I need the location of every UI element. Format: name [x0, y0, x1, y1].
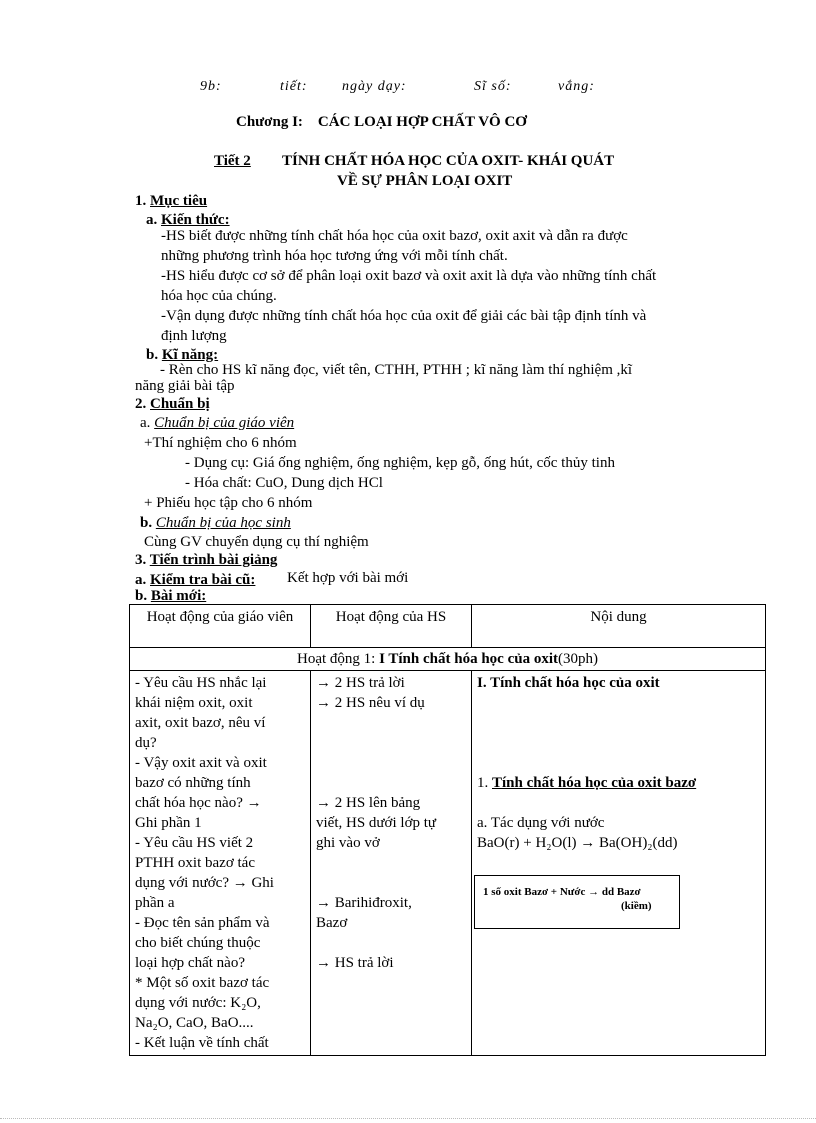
student-line: viết, HS dưới lớp tự: [316, 815, 437, 831]
section2-title: Chuẩn bị: [150, 396, 210, 412]
teacher-line: Na₂O, CaO, BaO....: [135, 1015, 254, 1031]
activity-row: [130, 648, 766, 671]
section3b-title: Bài mới:: [150, 588, 207, 604]
header-student: Hoạt động của HS: [311, 605, 472, 648]
content-heading-1: I. Tính chất hóa học của oxit: [477, 675, 660, 691]
student-line: → 2 HS trả lời: [316, 675, 405, 691]
conclusion-box: [474, 875, 680, 929]
header-attendance: Sĩ số:: [474, 79, 512, 94]
teacher-line: phần a: [135, 895, 175, 911]
teacher-line: bazơ có những tính: [135, 775, 251, 791]
section1a-heading: [146, 212, 230, 229]
teacher-line: - Kết luận về tính chất: [135, 1035, 269, 1051]
section1b-label: b.: [146, 347, 159, 363]
content-equation: BaO(r) + H₂O(l) → Ba(OH)₂(dd): [477, 835, 678, 851]
section1b-line-1: - Rèn cho HS kĩ năng đọc, viết tên, CTHH, PTHH ; kĩ năng làm thí nghiệm ,kĩ: [160, 362, 633, 378]
section1-heading: [135, 193, 207, 210]
section3a-label: a.: [135, 572, 147, 588]
section3b-label: b.: [135, 588, 148, 604]
teacher-line: dụng với nước: K₂O,: [135, 995, 261, 1011]
section1a-line-2: những phương trình hóa học tương ứng với mỗi tính chất.: [161, 248, 508, 264]
student-line: → Barihiđroxit,: [316, 895, 412, 911]
conclusion-line-2: (kiềm): [621, 900, 652, 912]
section2a-line-1: +Thí nghiệm cho 6 nhóm: [144, 435, 297, 451]
section2a-label: a.: [140, 415, 151, 431]
section3-heading: [135, 552, 277, 569]
teacher-line: * Một số oxit bazơ tác: [135, 975, 270, 991]
teacher-line: Ghi phần 1: [135, 815, 202, 831]
content-heading-2-title: Tính chất hóa học của oxit bazơ: [492, 775, 697, 791]
section3b-heading: [135, 588, 206, 605]
header-date: ngày dạy:: [342, 79, 407, 94]
teacher-line: dụng với nước? → Ghi: [135, 875, 274, 891]
student-cell: [311, 671, 472, 1056]
teacher-line: PTHH oxit bazơ tác: [135, 855, 255, 871]
lesson-title-line2: VỀ SỰ PHÂN LOẠI OXIT: [337, 173, 513, 189]
section2b-heading: [140, 515, 291, 532]
section1a-line-5: -Vận dụng được những tính chất hóa học của oxit để giải các bài tập định tính và: [161, 308, 647, 324]
header-period: tiết:: [280, 79, 308, 94]
activity-title: [130, 648, 766, 671]
section3a-text: Kết hợp với bài mới: [287, 570, 409, 586]
student-line: ghi vào vở: [316, 835, 380, 851]
header-absent: vắng:: [558, 79, 595, 94]
section1b-line-2: năng giải bài tập: [135, 378, 235, 394]
student-line: Bazơ: [316, 915, 348, 931]
section2a-line-3: - Hóa chất: CuO, Dung dịch HCl: [185, 475, 383, 491]
section2a-line-2: - Dụng cụ: Giá ống nghiệm, ống nghiệm, kẹp gỗ, ống hút, cốc thủy tinh: [185, 455, 615, 471]
activity-prefix: Hoạt động 1:: [296, 651, 380, 667]
content-item-a: a. Tác dụng với nước: [477, 815, 605, 831]
conclusion-line-1: 1 số oxit Bazơ + Nước → dd Bazơ: [483, 886, 641, 898]
chapter-title: Chương I: CÁC LOẠI HỢP CHẤT VÔ CƠ: [236, 114, 527, 130]
teacher-line: khái niệm oxit, oxit: [135, 695, 253, 711]
section3-num: 3.: [135, 552, 147, 568]
section2-heading: [135, 396, 210, 413]
section2b-label: b.: [140, 515, 153, 531]
teacher-line: - Yêu cầu HS viết 2: [135, 835, 254, 851]
section3-title: Tiến trình bài giảng: [149, 552, 278, 568]
teacher-line: chất hóa học nào? →: [135, 795, 262, 811]
activity-suffix: (30ph): [558, 651, 598, 667]
teacher-line: loại hợp chất nào?: [135, 955, 245, 971]
header-content: Nội dung: [472, 605, 766, 648]
section1a-line-4: hóa học của chúng.: [161, 288, 277, 304]
page-bottom-divider: [0, 1118, 816, 1119]
header-class: 9b:: [200, 79, 222, 94]
student-line: → HS trả lời: [316, 955, 394, 971]
teacher-line: - Vậy oxit axit và oxit: [135, 755, 267, 771]
teacher-line: axit, oxit bazơ, nêu ví: [135, 715, 266, 731]
teacher-line: - Yêu cầu HS nhắc lại: [135, 675, 267, 691]
activity-bold: I Tính chất hóa học của oxit: [379, 651, 558, 667]
section2b-title: Chuẩn bị của học sinh: [155, 515, 291, 531]
student-line: → 2 HS nêu ví dụ: [316, 695, 425, 711]
section3a-heading: [135, 572, 255, 589]
section1a-line-3: -HS hiểu được cơ sở để phân loại oxit bazơ và oxit axit là dựa vào những tính chất: [161, 268, 657, 284]
student-line: → 2 HS lên bảng: [316, 795, 421, 811]
content-heading-2: [477, 773, 760, 793]
lesson-table: [129, 604, 766, 1056]
section1b-title: Kĩ năng:: [161, 347, 219, 363]
section1a-line-1: -HS biết được những tính chất hóa học của oxit bazơ, oxit axit và dẫn ra được: [161, 228, 628, 244]
section3a-title: Kiểm tra bài cũ:: [150, 572, 256, 588]
content-heading-2-num: 1.: [477, 775, 489, 791]
section2a-title: Chuẩn bị của giáo viên: [154, 415, 295, 431]
teacher-line: - Đọc tên sản phẩm và: [135, 915, 270, 931]
table-row: [130, 671, 766, 1056]
teacher-cell: [130, 671, 311, 1056]
section2-num: 2.: [135, 396, 147, 412]
section2b-line: Cùng GV chuyển dụng cụ thí nghiệm: [144, 534, 369, 550]
section2a-line-4: + Phiếu học tập cho 6 nhóm: [144, 495, 313, 511]
header-teacher: Hoạt động của giáo viên: [130, 605, 311, 648]
teacher-line: cho biết chúng thuộc: [135, 935, 261, 951]
section2a-heading: [140, 415, 294, 432]
section1-title: Mục tiêu: [150, 193, 208, 209]
lesson-title-line1: TÍNH CHẤT HÓA HỌC CỦA OXIT- KHÁI QUÁT: [282, 153, 615, 169]
content-cell: [472, 671, 766, 1056]
section1a-label: a.: [146, 212, 158, 228]
section1a-title: Kiến thức:: [161, 212, 230, 228]
teacher-line: dụ?: [135, 735, 157, 751]
lesson-number: Tiết 2: [214, 153, 251, 169]
table-header-row: [130, 605, 766, 648]
section1a-line-6: định lượng: [161, 328, 227, 344]
section1-num: 1.: [135, 193, 147, 209]
